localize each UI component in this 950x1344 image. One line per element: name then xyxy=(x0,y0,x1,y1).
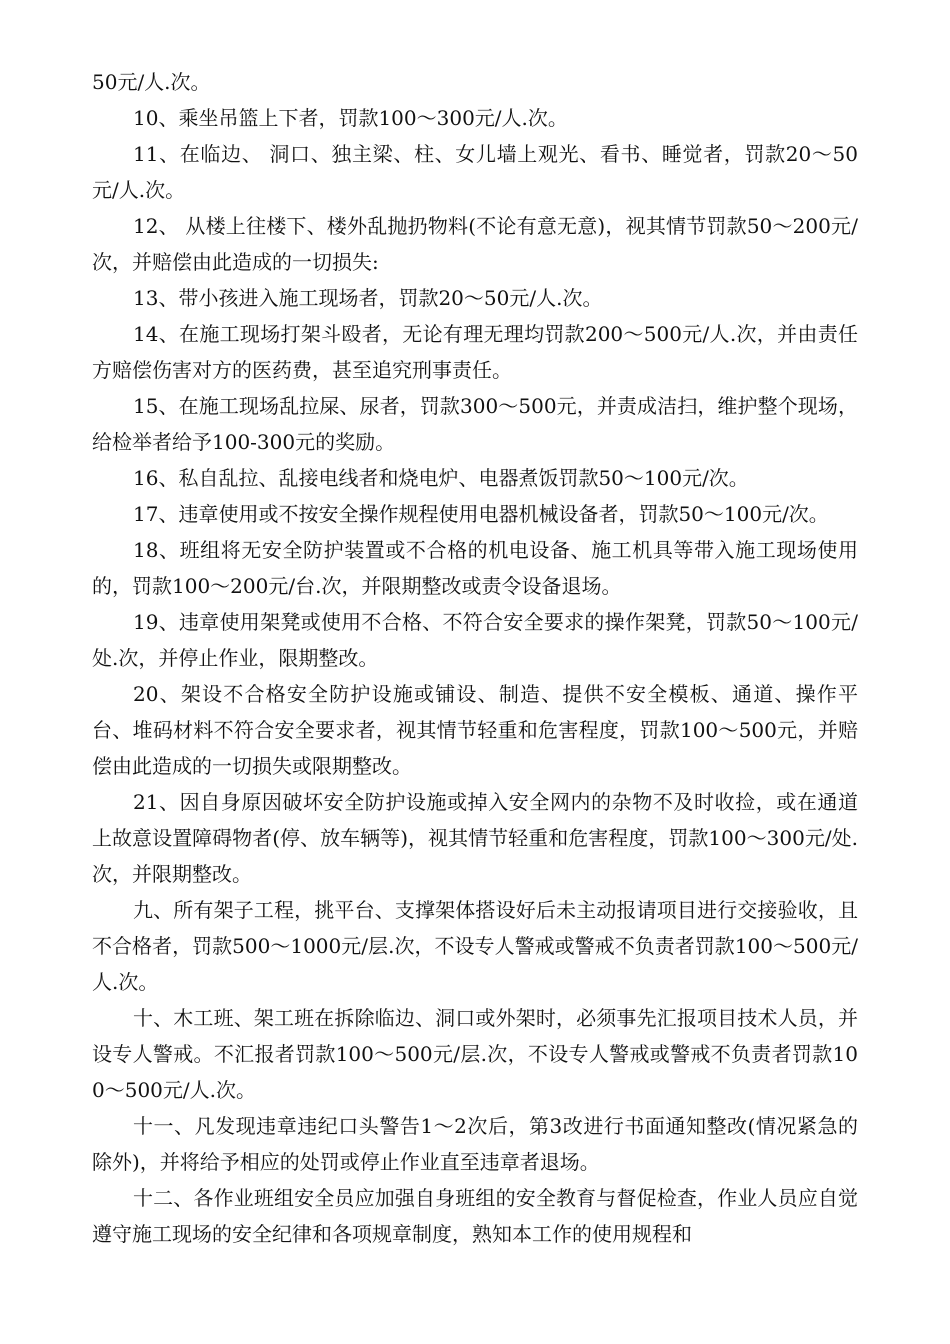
paragraph-item-14: 14、在施工现场打架斗殴者，无论有理无理均罚款200～500元/人.次，并由责任方赔偿伤害对方的医药费，甚至追究刑事责任。 xyxy=(92,322,858,382)
paragraph-item-15: 15、在施工现场乱拉屎、尿者，罚款300～500元，并责成洁扫，维护整个现场，给检举者给予100-300元的奖励。 xyxy=(92,394,858,454)
paragraph-item-19: 19、违章使用架凳或使用不合格、不符合安全要求的操作架凳，罚款50～100元/处.次，并停止作业，限期整改。 xyxy=(92,610,858,670)
paragraph-item-17: 17、违章使用或不按安全操作规程使用电器机械设备者，罚款50～100元/次。 xyxy=(133,502,829,526)
paragraph-item-13: 13、带小孩进入施工现场者，罚款20～50元/人.次。 xyxy=(133,286,603,310)
paragraph-item-20: 20、架设不合格安全防护设施或铺设、制造、提供不安全模板、通道、操作平台、堆码材料不符合安全要求者，视其情节轻重和危害程度，罚款100～500元，并赔偿由此造成的一切损失或限期整改。 xyxy=(92,682,858,778)
paragraph-item-11: 11、在临边、 洞口、独主梁、柱、女儿墙上观光、看书、睡觉者，罚款20～50元/人.次。 xyxy=(92,142,858,202)
section-twelve: 十二、各作业班组安全员应加强自身班组的安全教育与督促检查，作业人员应自觉遵守施工现场的安全纪律和各项规章制度，熟知本工作的使用规程和 xyxy=(92,1186,858,1246)
document-page xyxy=(92,64,858,1252)
paragraph-item-10: 10、乘坐吊篮上下者，罚款100～300元/人.次。 xyxy=(133,106,568,130)
paragraph-continuation: 50元/人.次。 xyxy=(92,70,211,94)
paragraph-item-21: 21、因自身原因破坏安全防护设施或掉入安全网内的杂物不及时收捡，或在通道上故意设置障碍物者(停、放车辆等)，视其情节轻重和危害程度，罚款100～300元/处.次，并限期整改。 xyxy=(92,790,858,886)
paragraph-item-18: 18、班组将无安全防护装置或不合格的机电设备、施工机具等带入施工现场使用的，罚款100～200元/台.次，并限期整改或责令设备退场。 xyxy=(92,538,858,598)
section-eleven: 十一、凡发现违章违纪口头警告1～2次后，第3改进行书面通知整改(情况紧急的除外)，并将给予相应的处罚或停止作业直至违章者退场。 xyxy=(92,1114,858,1174)
paragraph-item-12: 12、 从楼上往楼下、楼外乱抛扔物料(不论有意无意)，视其情节罚款50～200元/次，并赔偿由此造成的一切损失: xyxy=(92,214,858,274)
section-nine: 九、所有架子工程，挑平台、支撑架体搭设好后未主动报请项目进行交接验收，且不合格者，罚款500～1000元/层.次，不设专人警戒或警戒不负责者罚款100～500元/人.次。 xyxy=(92,898,858,994)
section-ten: 十、木工班、架工班在拆除临边、洞口或外架时，必须事先汇报项目技术人员，并设专人警戒。不汇报者罚款100～500元/层.次，不设专人警戒或警戒不负责者罚款100～500元/人.次。 xyxy=(92,1006,858,1102)
paragraph-item-16: 16、私自乱拉、乱接电线者和烧电炉、电器煮饭罚款50～100元/次。 xyxy=(133,466,749,490)
